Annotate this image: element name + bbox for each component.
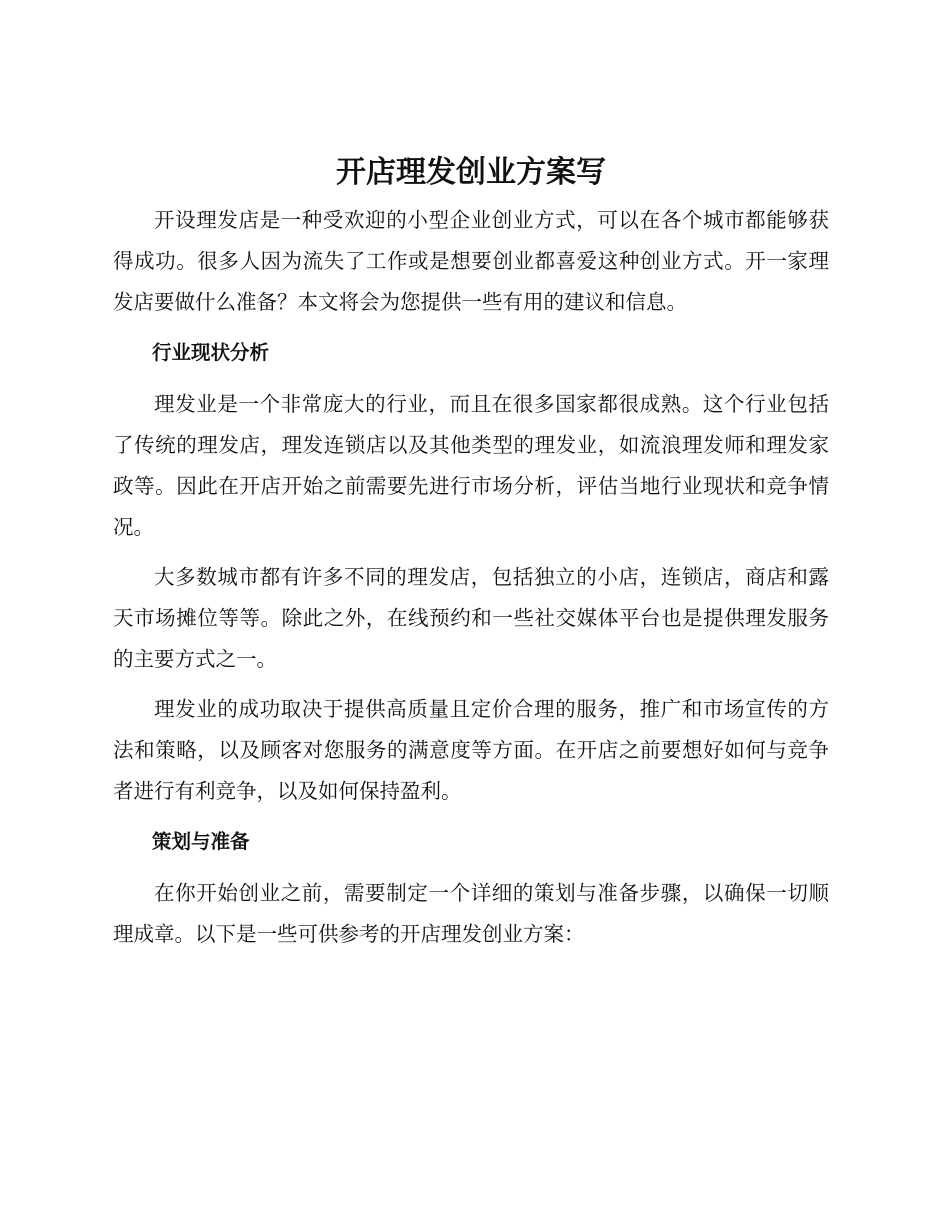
section-heading-planning: 策划与准备 xyxy=(152,830,250,853)
industry-paragraph-3: 理发业的成功取决于提供高质量且定价合理的服务，推广和市场宣传的方法和策略，以及顾客对您服务的满意度等方面。在开店之前要想好如何与竞争者进行有利竞争，以及如何保持盈利。 xyxy=(113,697,829,803)
document-page xyxy=(113,150,829,955)
planning-paragraph: 在你开始创业之前，需要制定一个详细的策划与准备步骤，以确保一切顺理成章。以下是一些可供参考的开店理发创业方案： xyxy=(113,881,829,946)
section-heading-industry-status: 行业现状分析 xyxy=(152,341,270,364)
intro-paragraph: 开设理发店是一种受欢迎的小型企业创业方式，可以在各个城市都能够获得成功。很多人因为流失了工作或是想要创业都喜爱这种创业方式。开一家理发店要做什么准备？本文将会为您提供一些有用的建议和信息。 xyxy=(113,208,829,314)
industry-paragraph-1: 理发业是一个非常庞大的行业，而且在很多国家都很成熟。这个行业包括了传统的理发店，理发连锁店以及其他类型的理发业，如流浪理发师和理发家政等。因此在开店开始之前需要先进行市场分析，评估当地行业现状和竞争情况。 xyxy=(113,392,829,539)
document-title: 开店理发创业方案写 xyxy=(336,155,606,190)
industry-paragraph-2: 大多数城市都有许多不同的理发店，包括独立的小店，连锁店，商店和露天市场摊位等等。除此之外，在线预约和一些社交媒体平台也是提供理发服务的主要方式之一。 xyxy=(113,565,829,671)
